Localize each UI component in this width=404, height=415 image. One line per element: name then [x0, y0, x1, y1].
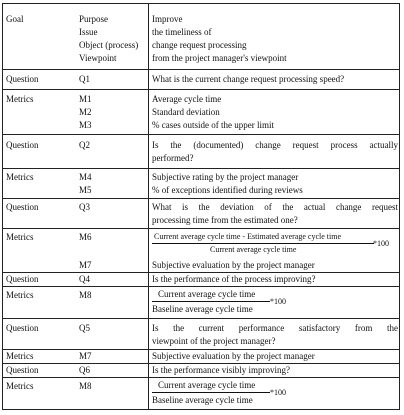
metric-text: Average cycle time: [152, 94, 222, 104]
m8-formula: [152, 287, 352, 319]
formula-multiplier: *100: [270, 388, 286, 397]
metric-id: M4: [79, 172, 92, 182]
metric-text: % of exceptions identified during reviews: [152, 185, 303, 195]
question-id: Q5: [79, 323, 90, 333]
row-type-label: Metrics: [6, 232, 34, 242]
goal-key-purpose: Purpose: [79, 14, 108, 24]
goal-value-object: change request processing: [152, 40, 247, 50]
formula-numerator: Current average cycle time: [158, 289, 256, 299]
goal-value-purpose: Improve: [152, 14, 183, 24]
question-id: Q1: [79, 74, 90, 84]
question-text: Is the performance of the process improving?: [152, 274, 316, 284]
formula-numerator: Current average cycle time - Estimated average cycle time: [154, 232, 342, 241]
question-id: Q4: [79, 274, 90, 284]
question-text-cont: processing time from the estimated one?: [152, 215, 298, 225]
metric-text: Subjective rating by the project manager: [152, 172, 299, 182]
goal-value-issue: the timeliness of: [152, 27, 212, 37]
row-type-label: Question: [6, 323, 39, 333]
metric-id: M1: [79, 94, 92, 104]
metrics-row-m7: [3, 349, 399, 364]
question-row-q4: [3, 272, 399, 287]
metrics-row-m8: [3, 286, 399, 319]
formula-multiplier: *100: [373, 239, 389, 248]
question-row-q2: [3, 134, 399, 169]
row-type-label: Question: [6, 74, 39, 84]
row-type-label: Question: [6, 202, 39, 212]
metric-id: M2: [79, 107, 92, 117]
metric-id: M8: [79, 381, 92, 391]
formula-denominator: Current average cycle time: [210, 245, 297, 254]
metric-id: M6: [79, 232, 92, 242]
metric-text: Standard deviation: [152, 107, 220, 117]
question-id: Q3: [79, 202, 90, 212]
question-row-q3: [3, 198, 399, 229]
goal-key-viewpoint: Viewpoint: [79, 53, 117, 63]
metric-id: M7: [79, 351, 92, 361]
fraction-bar: [152, 392, 270, 393]
row-type-label: Question: [6, 365, 39, 375]
formula-denominator: Baseline average cycle time: [152, 304, 253, 314]
metric-text: Subjective evaluation by the project manager: [152, 260, 315, 270]
row-type-label: Metrics: [6, 94, 34, 104]
question-id: Q2: [79, 140, 90, 150]
metric-id: M5: [79, 185, 92, 195]
question-row-q1: [3, 69, 399, 90]
question-text: Is the current performance satisfactory from the: [152, 323, 398, 333]
formula-numerator: Current average cycle time: [158, 380, 256, 390]
goal-value-viewpoint: from the project manager's viewpoint: [152, 53, 287, 63]
goal-key-object: Object (process): [79, 40, 139, 50]
question-row-q5: [3, 318, 399, 350]
question-text: Is the (documented) change request process actually: [152, 140, 398, 150]
formula-denominator: Baseline average cycle time: [152, 395, 253, 405]
question-text-cont: viewpoint of the project manager?: [152, 336, 276, 346]
metrics-row-m1-m3: [3, 89, 399, 135]
row-type-label: Metrics: [6, 290, 34, 300]
metric-id: M8: [79, 290, 92, 300]
metrics-row-m6-m7: [3, 228, 399, 273]
metrics-row-m8-repeat: [3, 377, 399, 410]
m6-formula: [152, 229, 400, 259]
metric-text: % cases outside of the upper limit: [152, 120, 274, 130]
question-row-q6: [3, 363, 399, 378]
row-type-label: Metrics: [6, 351, 34, 361]
goal-key-issue: Issue: [79, 27, 98, 37]
fraction-bar: [152, 301, 270, 302]
question-text-cont: performed?: [152, 153, 194, 163]
formula-multiplier: *100: [270, 297, 286, 306]
metric-text: Subjective evaluation by the project manager: [152, 351, 315, 361]
metric-id: M3: [79, 120, 92, 130]
question-text: What is the current change request processing speed?: [152, 74, 345, 84]
metric-id: M7: [79, 260, 92, 270]
goal-section: [3, 4, 399, 69]
row-type-label: Metrics: [6, 381, 34, 391]
metrics-row-m4-m5: [3, 168, 399, 199]
gqm-table: [2, 3, 400, 410]
question-text: What is the deviation of the actual change request: [152, 202, 398, 212]
m8-formula: [152, 378, 352, 410]
question-text: Is the performance visibly improving?: [152, 365, 290, 375]
row-type-label: Question: [6, 274, 39, 284]
question-id: Q6: [79, 365, 90, 375]
row-type-label: Question: [6, 140, 39, 150]
row-type-label: Metrics: [6, 172, 34, 182]
goal-label: Goal: [6, 14, 24, 24]
